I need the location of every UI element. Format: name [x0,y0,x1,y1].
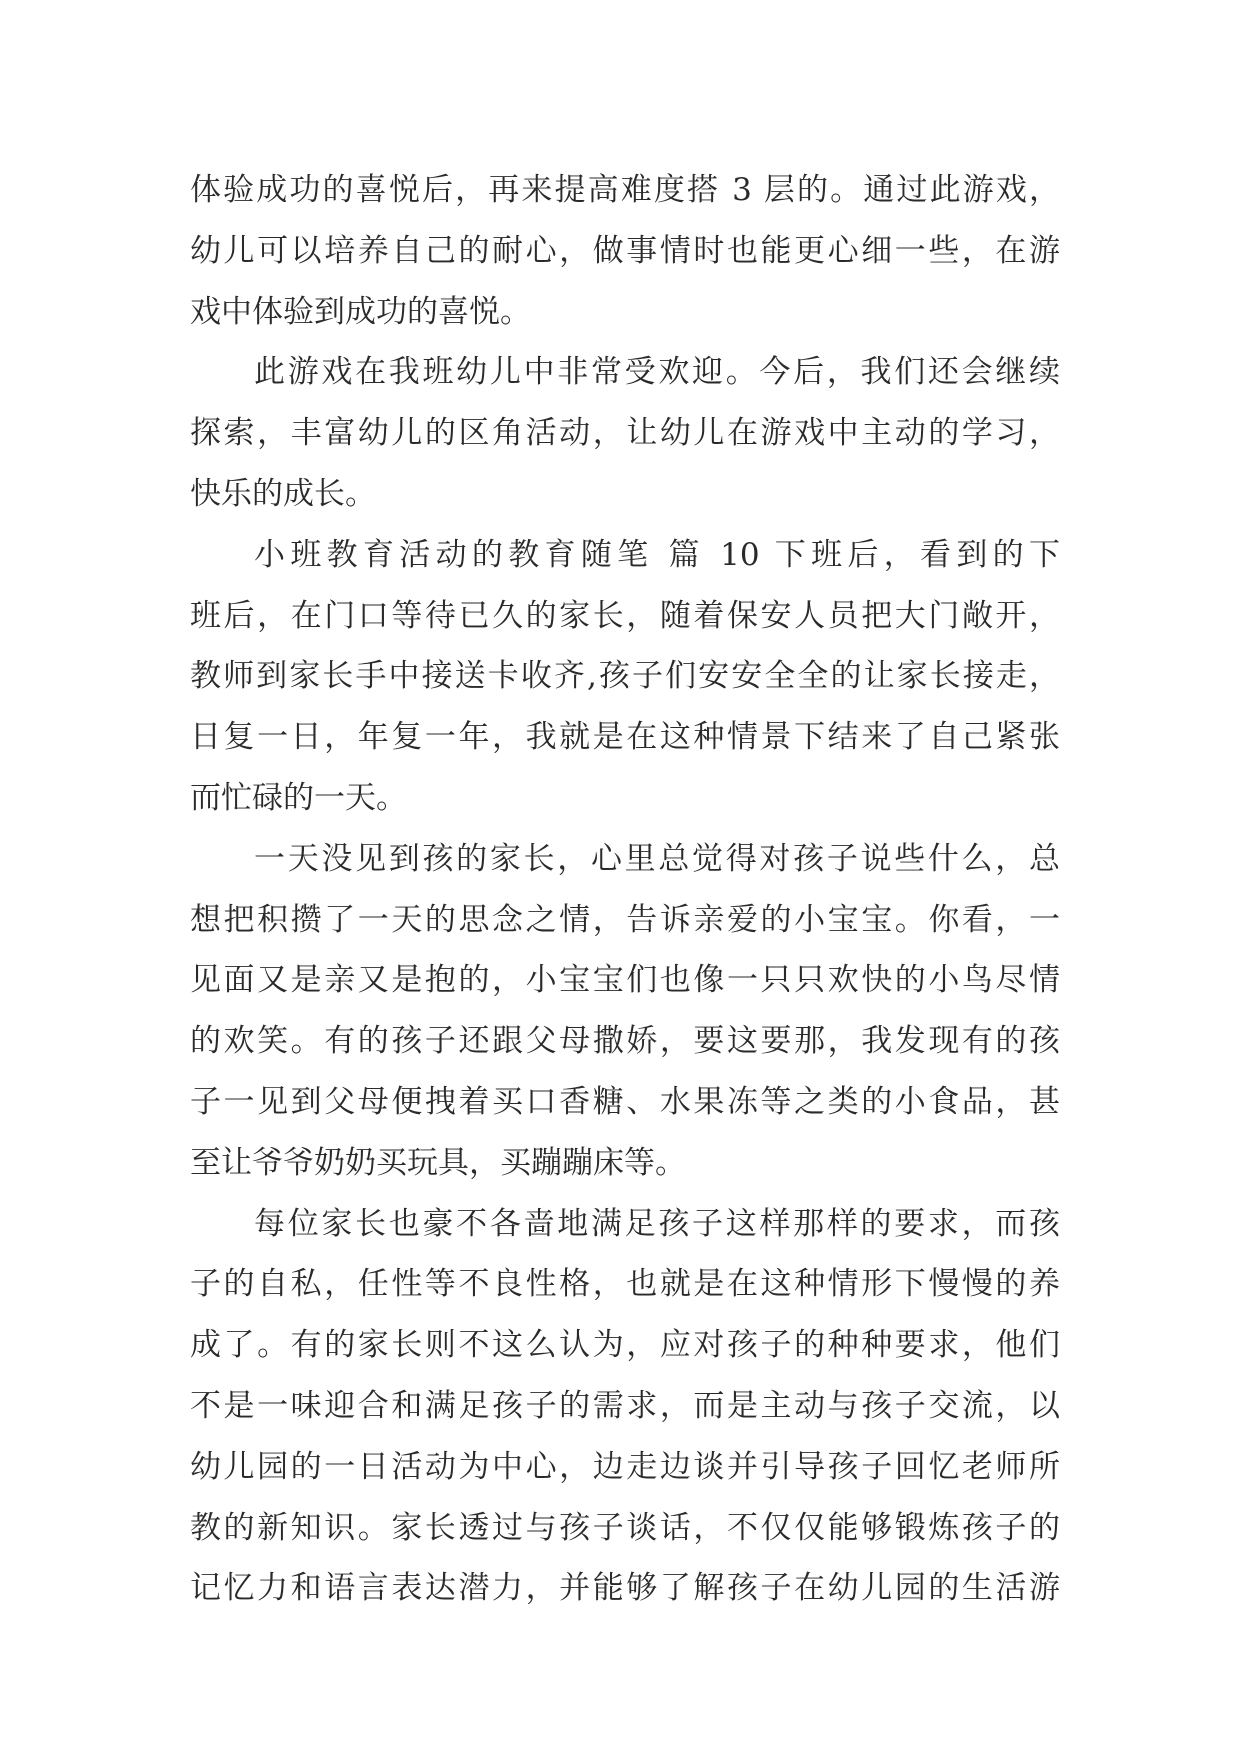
text-line: 教师到家长手中接送卡收齐,孩子们安安全全的让家长接走， [190,658,1060,695]
paragraph [190,342,1060,524]
paragraph [190,829,1060,1194]
text-line: 子一见到父母便拽着买口香糖、水果冻等之类的小食品，甚 [190,1083,1060,1120]
text-line: 幼儿可以培养自己的耐心，做事情时也能更心细一些，在游 [190,232,1060,269]
text-line: 戏中体验到成功的喜悦。 [190,293,531,330]
text-line: 成了。有的家长则不这么认为，应对孩子的种种要求，他们 [190,1327,1060,1364]
text-line: 日复一日，年复一年，我就是在这种情景下结来了自己紧张 [190,719,1060,756]
text-line: 班后，在门口等待已久的家长，随着保安人员把大门敞开， [190,597,1060,634]
text-line: 每位家长也豪不各啬地满足孩子这样那样的要求，而孩 [254,1205,1060,1242]
text-line: 记忆力和语言表达潜力，并能够了解孩子在幼儿园的生活游 [190,1570,1060,1607]
text-line: 体验成功的喜悦后，再来提高难度搭 3 层的。通过此游戏， [190,172,1060,208]
text-line: 快乐的成长。 [190,475,376,512]
paragraph [190,160,1060,342]
section-heading-line: 小班教育活动的教育随笔 篇 10 下班后，看到的下 [254,536,1060,573]
paragraph [190,1194,1060,1620]
text-line: 不是一味迎合和满足孩子的需求，而是主动与孩子交流，以 [190,1387,1060,1424]
text-line: 至让爷爷奶奶买玩具，买蹦蹦床等。 [190,1144,686,1181]
text-line: 子的自私，任性等不良性格，也就是在这种情形下慢慢的养 [190,1266,1060,1303]
paragraph [190,525,1060,829]
text-line: 此游戏在我班幼儿中非常受欢迎。今后，我们还会继续 [254,354,1060,391]
text-line: 见面又是亲又是抱的，小宝宝们也像一只只欢快的小鸟尽情 [190,962,1060,999]
text-line: 想把积攒了一天的思念之情，告诉亲爱的小宝宝。你看，一 [190,901,1060,938]
text-line: 一天没见到孩的家长，心里总觉得对孩子说些什么，总 [254,840,1060,877]
text-line: 的欢笑。有的孩子还跟父母撒娇，要这要那，我发现有的孩 [190,1023,1060,1060]
text-line: 教的新知识。家长透过与孩子谈话，不仅仅能够锻炼孩子的 [190,1509,1060,1546]
text-line: 探索，丰富幼儿的区角活动，让幼儿在游戏中主动的学习， [190,415,1060,452]
document-body [190,160,1060,1619]
text-line: 而忙碌的一天。 [190,779,407,816]
text-line: 幼儿园的一日活动为中心，边走边谈并引导孩子回忆老师所 [190,1448,1060,1485]
